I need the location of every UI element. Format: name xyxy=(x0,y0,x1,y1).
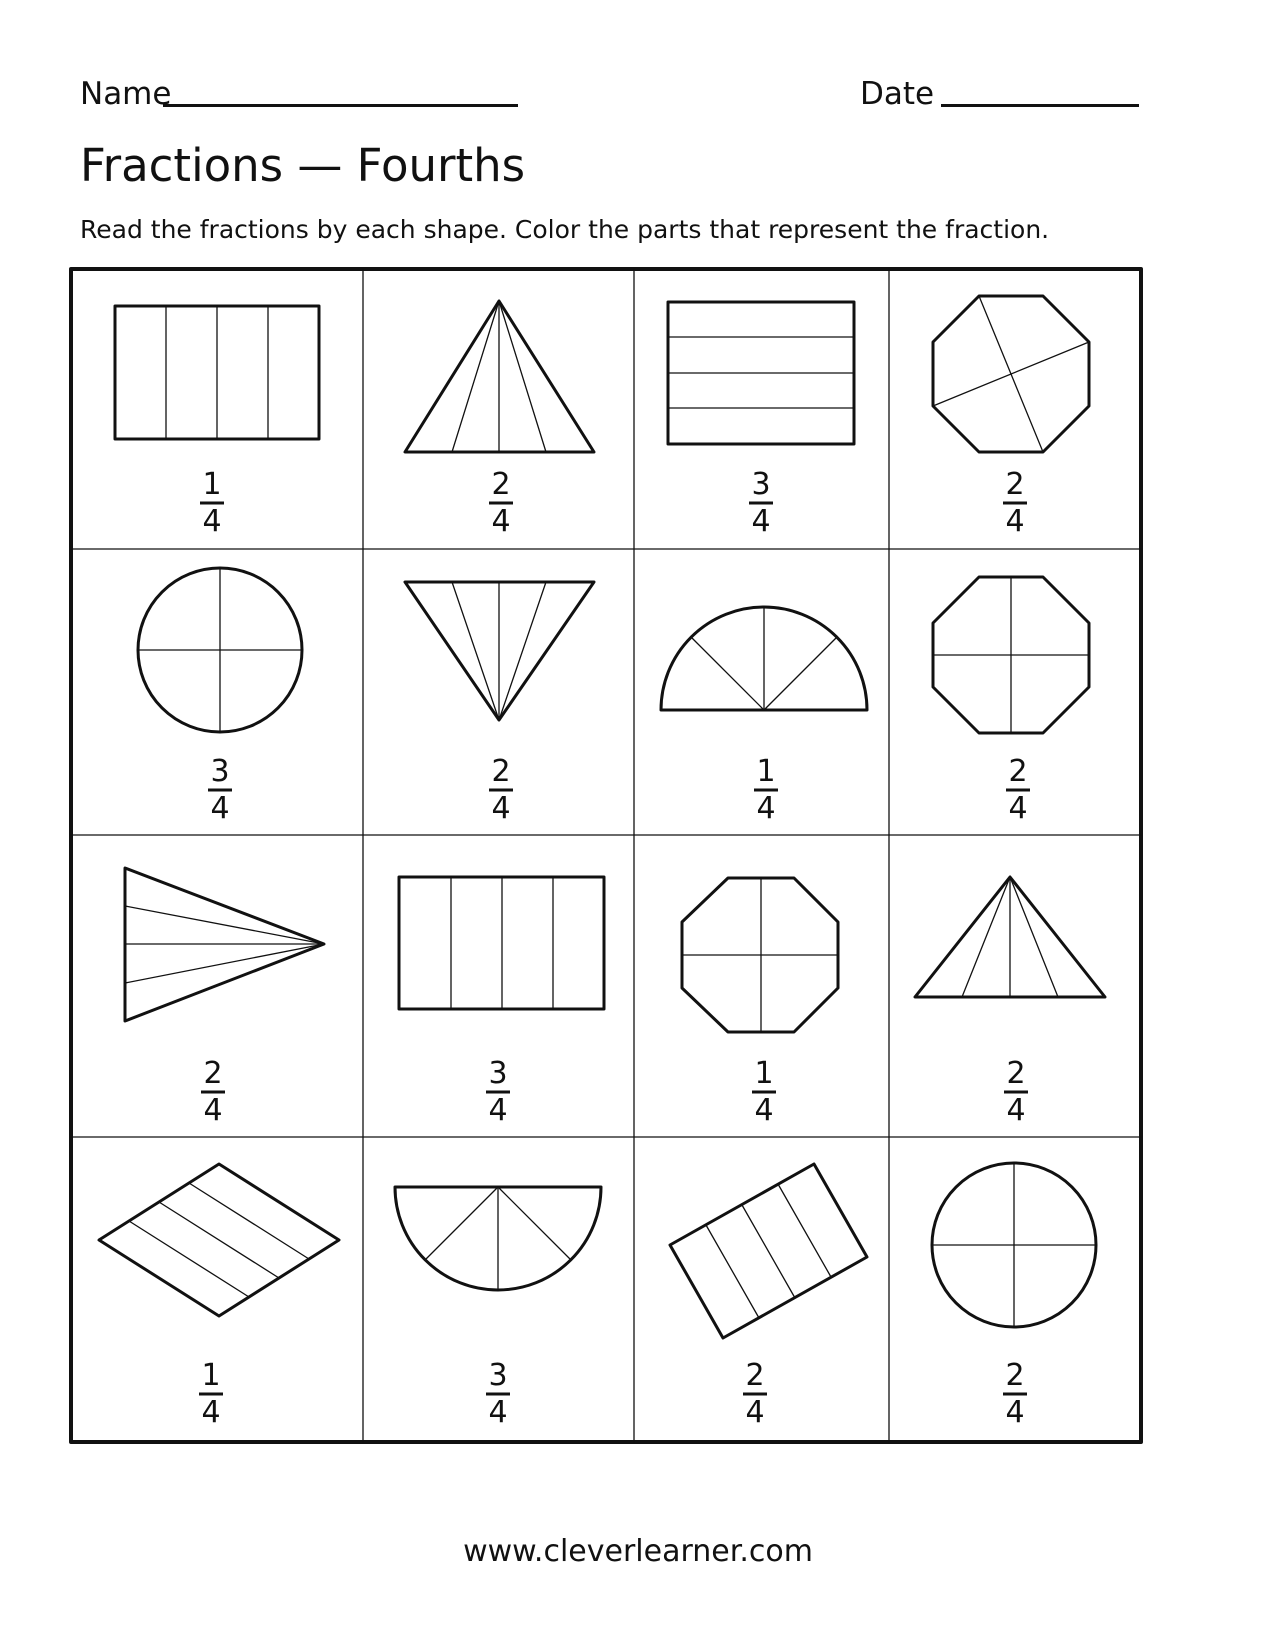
fraction-12 xyxy=(1004,1056,1028,1128)
octagon-quarters-icon[interactable] xyxy=(682,878,838,1032)
footer-url[interactable]: www.cleverlearner.com xyxy=(463,1534,813,1569)
denominator: 4 xyxy=(488,1395,508,1430)
rectangle-vertical-strips-icon[interactable] xyxy=(115,306,319,439)
numerator: 2 xyxy=(1008,754,1028,789)
page-title: Fractions — Fourths xyxy=(80,139,526,192)
fraction-2 xyxy=(489,467,513,539)
semicircle-fan-icon[interactable] xyxy=(661,607,867,710)
fraction-5 xyxy=(208,754,232,826)
circle-quarters-icon[interactable] xyxy=(932,1163,1096,1327)
numerator: 3 xyxy=(751,467,771,502)
fraction-3 xyxy=(749,467,773,539)
rectangle-vertical-strips-icon[interactable] xyxy=(399,877,604,1009)
date-label: Date xyxy=(860,76,935,112)
grid-frame xyxy=(71,269,1141,1442)
fraction-9 xyxy=(201,1056,225,1128)
numerator: 3 xyxy=(488,1056,508,1091)
denominator: 4 xyxy=(745,1395,765,1430)
instructions: Read the fractions by each shape. Color the parts that represent the fraction. xyxy=(80,215,1050,244)
fraction-7 xyxy=(754,754,778,826)
numerator: 1 xyxy=(754,1056,774,1091)
numerator: 2 xyxy=(1005,467,1025,502)
numerator: 2 xyxy=(491,467,511,502)
numerator: 2 xyxy=(203,1056,223,1091)
fraction-4 xyxy=(1003,467,1027,539)
tilted-rectangle-strips-icon[interactable] xyxy=(670,1164,867,1338)
numerator: 1 xyxy=(202,467,222,502)
denominator: 4 xyxy=(201,1395,221,1430)
fraction-8 xyxy=(1006,754,1030,826)
fraction-15 xyxy=(743,1358,767,1430)
triangle-fan-icon[interactable] xyxy=(915,877,1105,997)
fraction-14 xyxy=(486,1358,510,1430)
denominator: 4 xyxy=(751,504,771,539)
denominator: 4 xyxy=(1005,1395,1025,1430)
denominator: 4 xyxy=(754,1093,774,1128)
octagon-diagonal-quarters-icon[interactable] xyxy=(933,296,1089,452)
numerator: 1 xyxy=(201,1358,221,1393)
fraction-1 xyxy=(200,467,224,539)
denominator: 4 xyxy=(488,1093,508,1128)
triangle-fan-icon[interactable] xyxy=(405,301,594,452)
denominator: 4 xyxy=(1008,791,1028,826)
numerator: 1 xyxy=(756,754,776,789)
denominator: 4 xyxy=(210,791,230,826)
fraction-13 xyxy=(199,1358,223,1430)
denominator: 4 xyxy=(491,791,511,826)
fraction-6 xyxy=(489,754,513,826)
bowl-semicircle-fan-icon[interactable] xyxy=(395,1187,601,1290)
numerator: 3 xyxy=(210,754,230,789)
numerator: 3 xyxy=(488,1358,508,1393)
sideways-triangle-fan-icon[interactable] xyxy=(125,868,324,1021)
denominator: 4 xyxy=(202,504,222,539)
denominator: 4 xyxy=(491,504,511,539)
grid-lines xyxy=(71,269,1141,1442)
numerator: 2 xyxy=(745,1358,765,1393)
fraction-11 xyxy=(752,1056,776,1128)
denominator: 4 xyxy=(1005,504,1025,539)
rhombus-strips-icon[interactable] xyxy=(99,1164,339,1316)
numerator: 2 xyxy=(491,754,511,789)
denominator: 4 xyxy=(1006,1093,1026,1128)
octagon-quarters-icon[interactable] xyxy=(933,577,1089,733)
circle-quarters-icon[interactable] xyxy=(138,568,302,732)
numerator: 2 xyxy=(1005,1358,1025,1393)
fraction-10 xyxy=(486,1056,510,1128)
fraction-16 xyxy=(1003,1358,1027,1430)
numerator: 2 xyxy=(1006,1056,1026,1091)
denominator: 4 xyxy=(203,1093,223,1128)
denominator: 4 xyxy=(756,791,776,826)
inverted-triangle-fan-icon[interactable] xyxy=(405,582,594,720)
name-label: Name xyxy=(80,76,172,112)
rectangle-horizontal-strips-icon[interactable] xyxy=(668,302,854,444)
